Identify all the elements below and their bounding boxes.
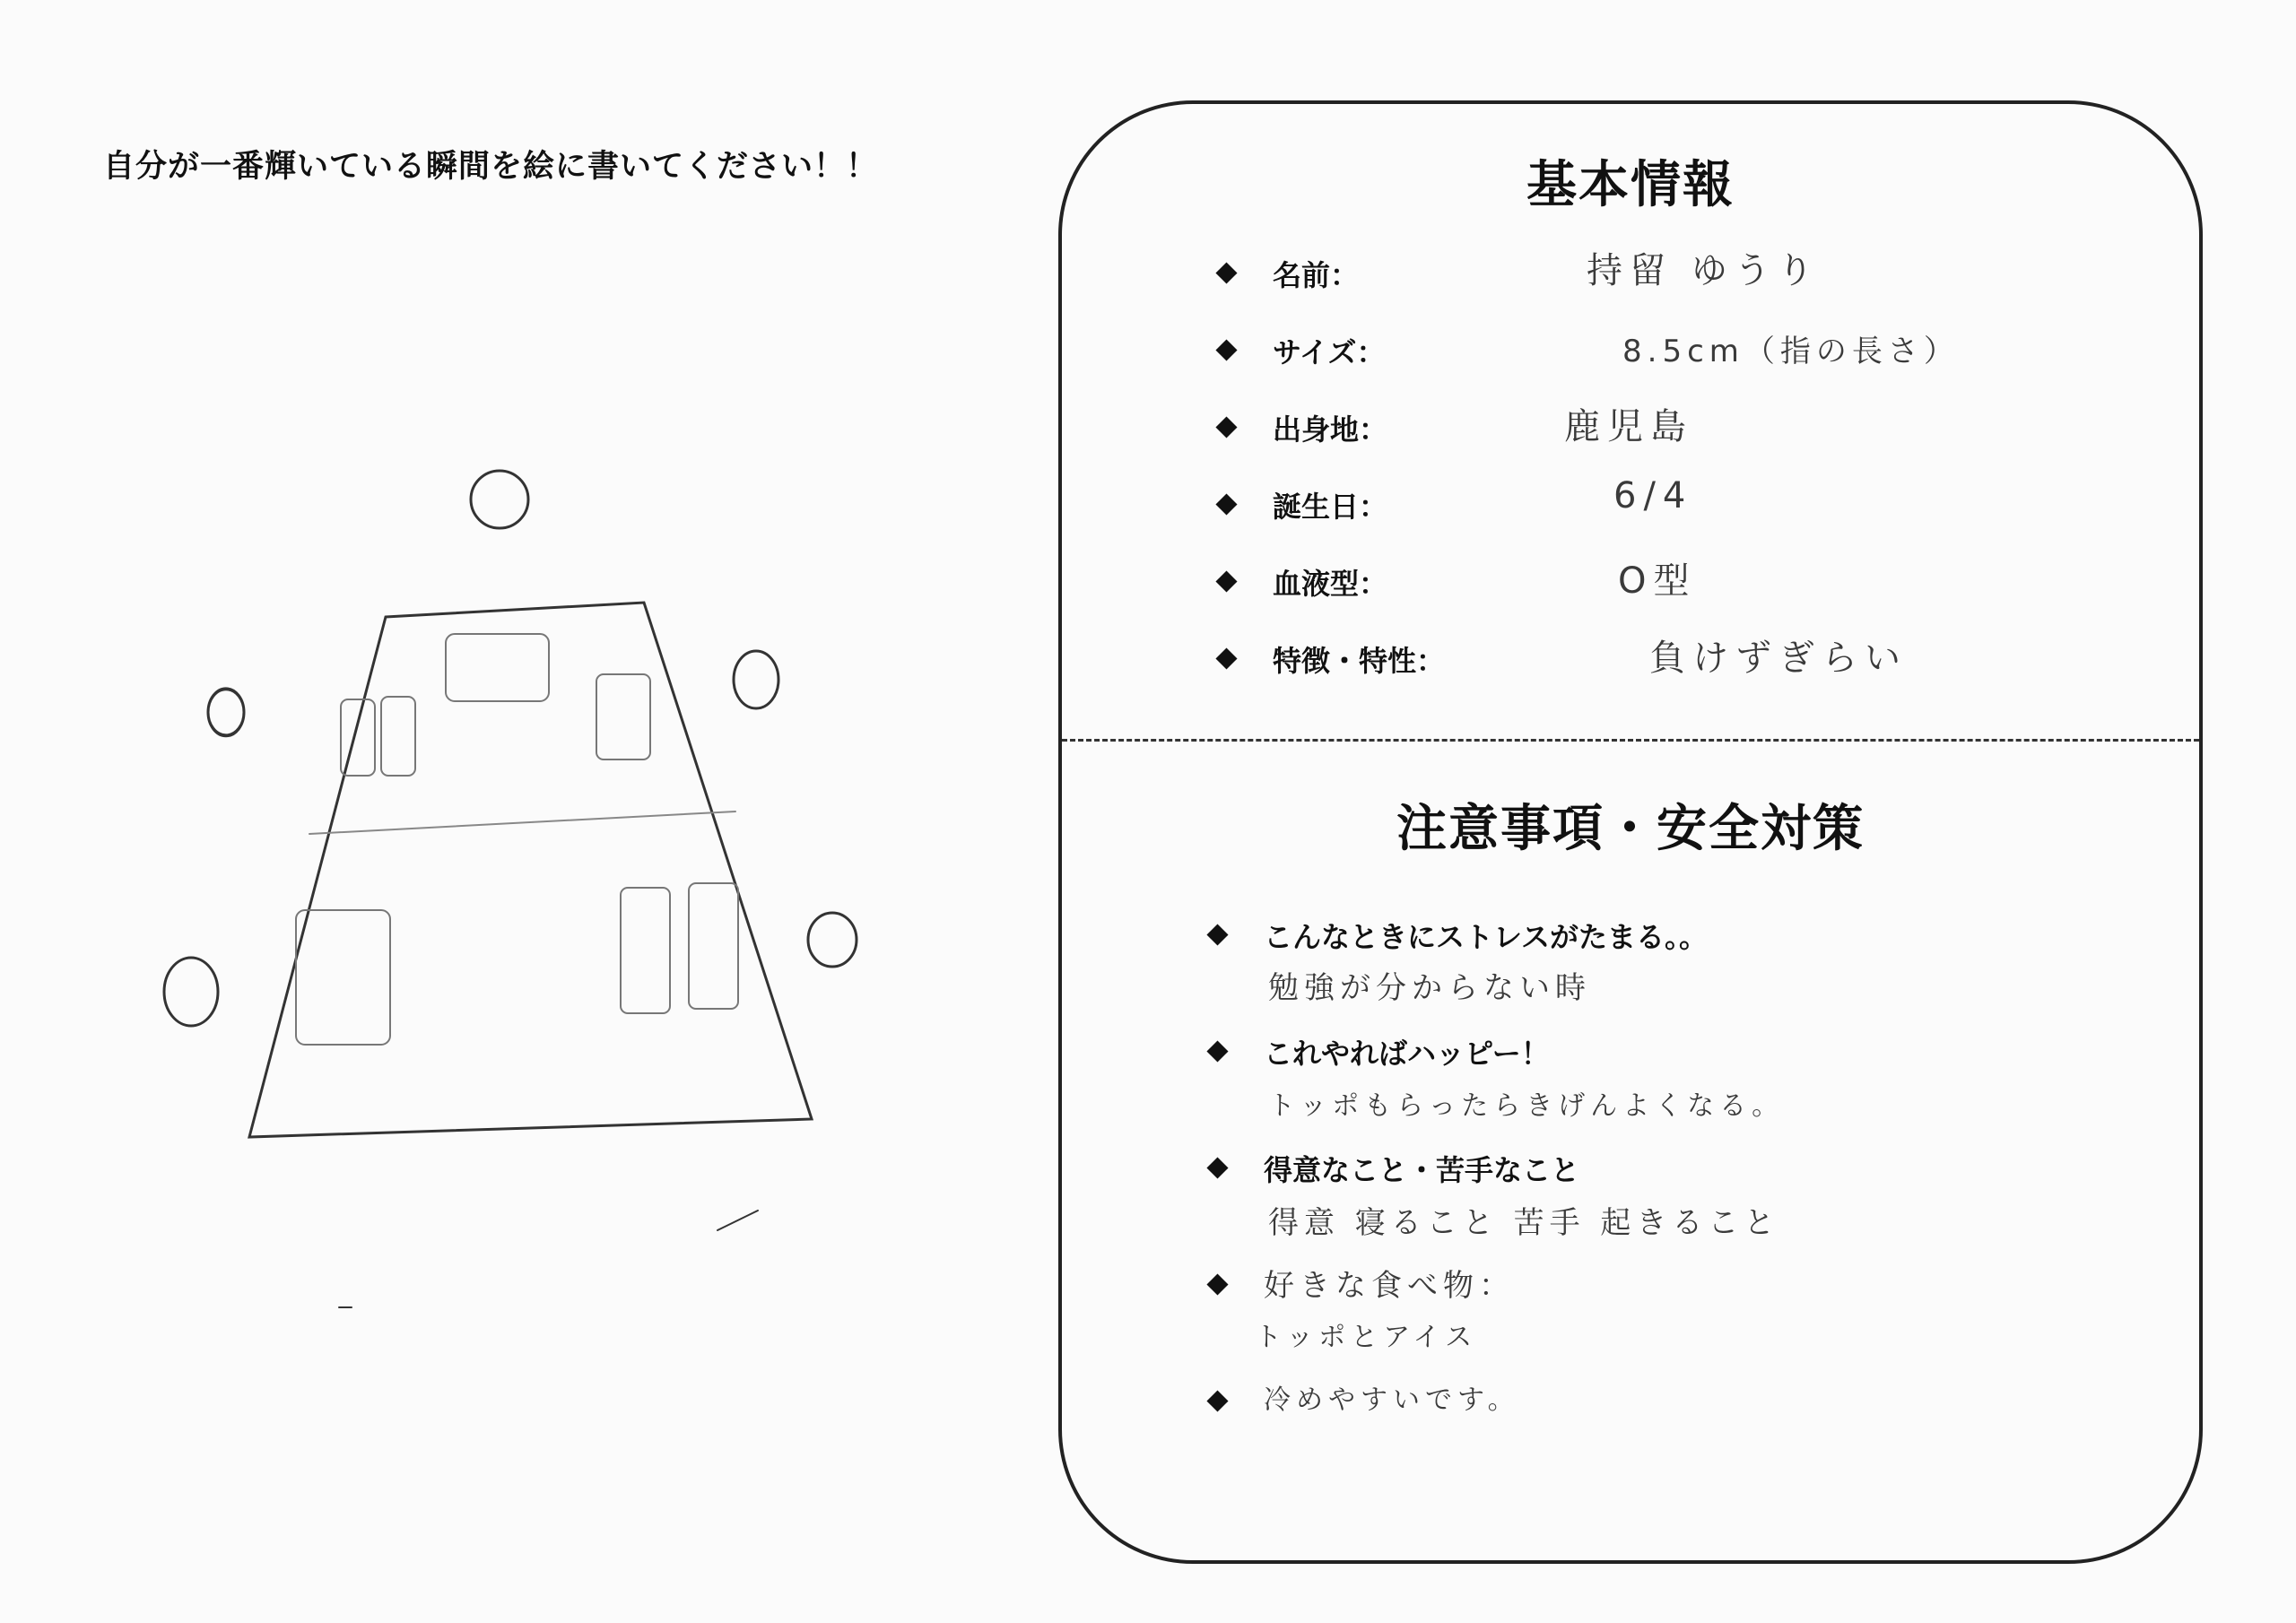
caution-answer: 勉強が分からない時	[1268, 970, 1591, 1006]
caution-label: これやればハッピー！	[1264, 1037, 1550, 1071]
bullet-diamond-icon	[1215, 493, 1237, 515]
table-item	[621, 888, 670, 1013]
table-item	[381, 697, 415, 776]
field-value: 持留 ゆうり	[1587, 250, 1821, 291]
person-circle	[471, 471, 528, 528]
caution-answer: トッポとアイス	[1255, 1322, 1478, 1353]
bullet-diamond-icon	[1215, 570, 1237, 592]
bullet-diamond-icon	[1215, 416, 1237, 438]
field-label: 出身地：	[1273, 412, 1388, 447]
table-midline	[309, 812, 735, 834]
field-value: O型	[1618, 560, 1697, 602]
bullet-diamond-icon	[1206, 924, 1228, 945]
basic-info-title: 基本情報	[1526, 156, 1735, 214]
table-item	[296, 910, 390, 1045]
bullet-diamond-icon	[1206, 1273, 1228, 1295]
caution-title: 注意事項・安全対策	[1396, 800, 1865, 858]
field-value: 鹿児島	[1564, 406, 1693, 447]
caution-label: こんなときにストレスがたまる。。	[1264, 920, 1709, 954]
table-outline	[249, 603, 812, 1137]
field-label: 血液型：	[1273, 567, 1388, 601]
person-circle	[734, 651, 778, 708]
caution-answer: トッポもらったらきげんよくなる。	[1268, 1090, 1785, 1122]
bullet-diamond-icon	[1206, 1040, 1228, 1062]
table-item	[596, 674, 650, 759]
caution-label: 冷めやすいです。	[1264, 1384, 1520, 1416]
field-label: 名前：	[1273, 258, 1360, 292]
profile-card	[1058, 100, 2203, 1564]
person-circle	[208, 689, 244, 735]
field-value: 負けずぎらい	[1649, 638, 1908, 679]
bullet-diamond-icon	[1215, 339, 1237, 360]
caution-answer: 得意 寝ること 苦手 起きること	[1268, 1205, 1780, 1241]
section-divider	[1062, 739, 2199, 742]
field-value: 8.5cm（指の長さ）	[1622, 334, 1960, 369]
bullet-diamond-icon	[1206, 1157, 1228, 1178]
person-circle	[808, 913, 857, 967]
person-circle	[164, 958, 218, 1026]
table-item	[446, 634, 549, 701]
bullet-diamond-icon	[1206, 1390, 1228, 1411]
field-label: 特徴・特性：	[1273, 644, 1446, 678]
table-item	[689, 883, 738, 1009]
caution-label: 好きな食べ物：	[1264, 1268, 1515, 1304]
caution-label: 得意なこと・苦手なこと	[1264, 1153, 1580, 1187]
bullet-diamond-icon	[1215, 647, 1237, 669]
field-label: 誕生日：	[1273, 490, 1388, 524]
drawing-prompt: 自分が一番輝いている瞬間を絵に書いてください！！	[103, 149, 879, 185]
field-value: 6/4	[1613, 475, 1693, 516]
bullet-diamond-icon	[1215, 262, 1237, 283]
field-label: サイズ：	[1273, 335, 1386, 369]
